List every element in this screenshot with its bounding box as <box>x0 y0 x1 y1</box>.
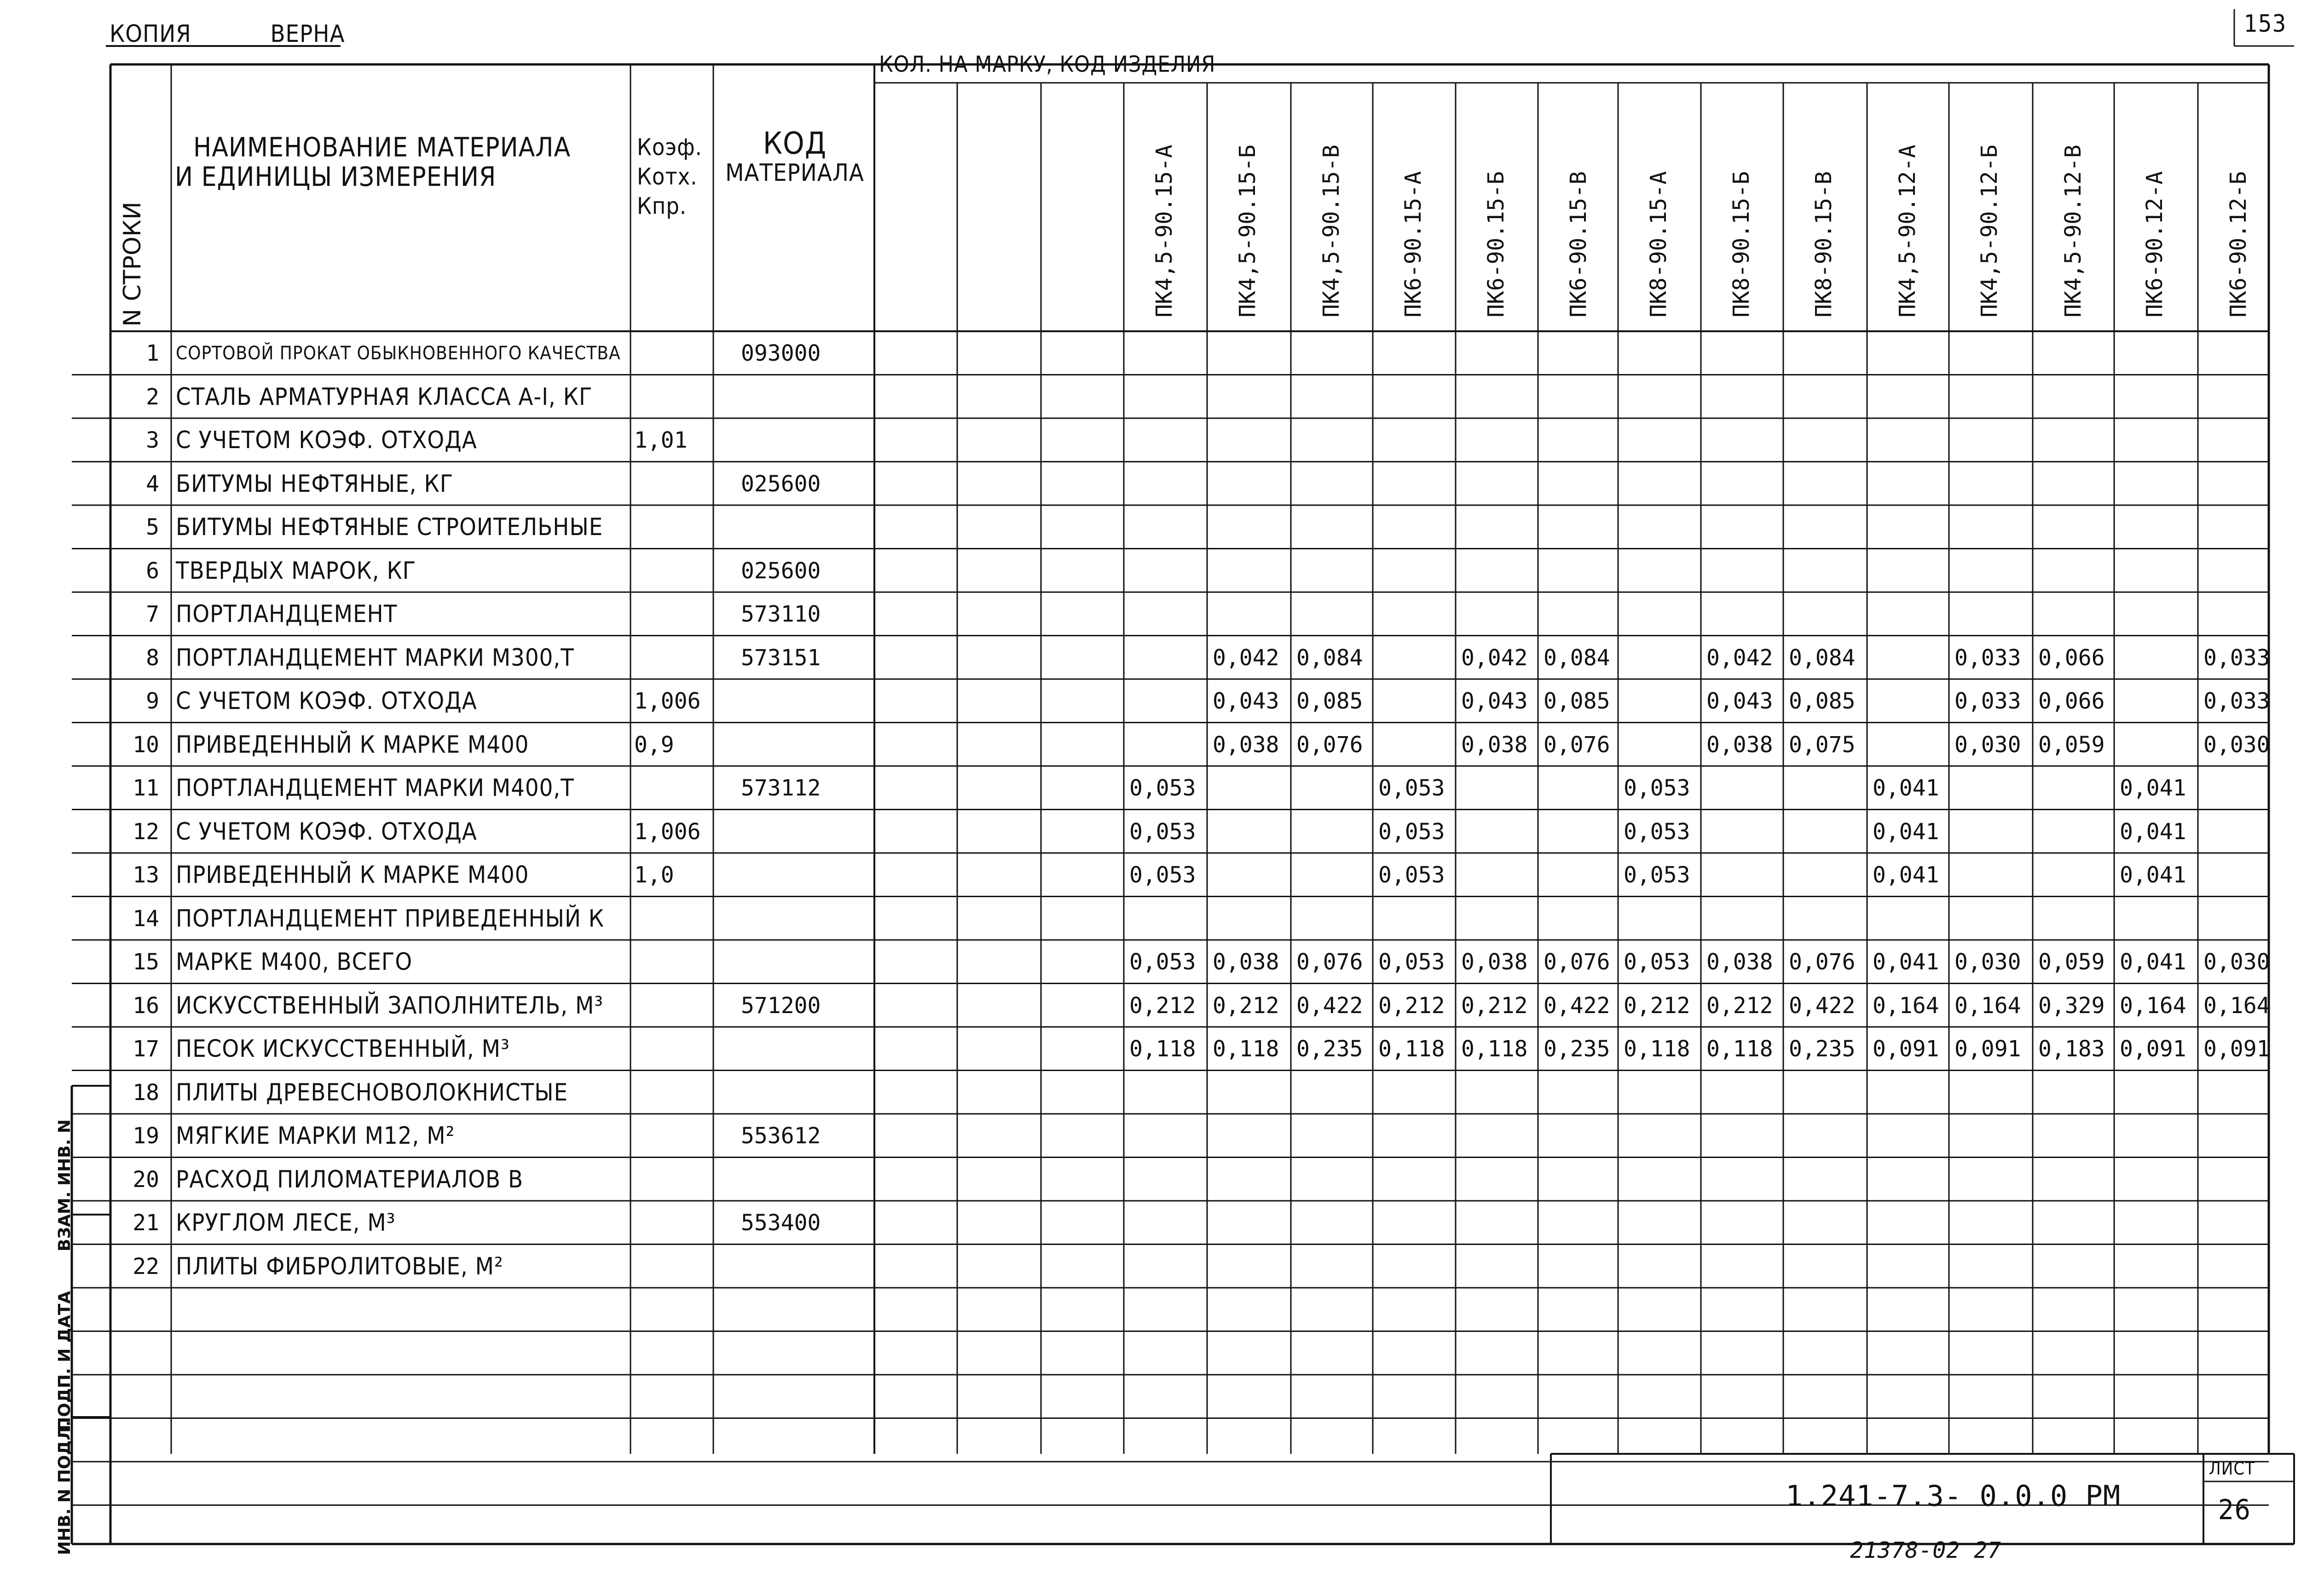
product-header: ПК4,5-90.15-В <box>1318 144 1344 317</box>
row-value: 0,053 <box>1378 818 1445 845</box>
header-row-no: N СТРОКИ <box>119 202 146 327</box>
row-name: ПЛИТЫ ДРЕВЕСНОВОЛОКНИСТЫЕ <box>176 1078 568 1106</box>
row-value: 0,422 <box>1544 992 1610 1019</box>
header-coef-line3: Кпр. <box>637 193 687 219</box>
row-value: 0,076 <box>1544 949 1610 975</box>
product-header: ПК6-90.15-В <box>1566 171 1591 317</box>
row-value: 0,041 <box>2120 775 2186 801</box>
row-value: 0,053 <box>1378 949 1445 975</box>
row-name: ПОРТЛАНДЦЕМЕНТ МАРКИ М300,Т <box>176 644 574 672</box>
row-name: ПРИВЕДЕННЫЙ К МАРКЕ М400 <box>176 861 529 889</box>
row-number: 12 <box>133 818 159 845</box>
row-value: 0,164 <box>1954 992 2021 1019</box>
row-value: 0,118 <box>1624 1036 1690 1062</box>
row-value: 0,084 <box>1544 645 1610 671</box>
row-value: 0,053 <box>1624 949 1690 975</box>
row-value: 0,118 <box>1129 1036 1196 1062</box>
row-value: 0,212 <box>1378 992 1445 1019</box>
row-name: ПЕСОК ИСКУССТВЕННЫЙ, М³ <box>176 1035 510 1063</box>
row-value: 0,038 <box>1461 949 1528 975</box>
row-value: 0,183 <box>2038 1036 2105 1062</box>
header-name <box>175 132 635 192</box>
row-coef: 1,01 <box>634 427 688 453</box>
stamp-doc-code: 1.241-7.3- 0.0.0 РМ <box>1786 1479 2121 1513</box>
row-name: ПОРТЛАНДЦЕМЕНТ МАРКИ М400,Т <box>176 774 574 802</box>
row-value: 0,085 <box>1789 688 1856 714</box>
row-value: 0,091 <box>1873 1036 1939 1062</box>
stamp-sheet-label: ЛИСТ <box>2209 1458 2255 1479</box>
row-name: ПЛИТЫ ФИБРОЛИТОВЫЕ, М² <box>176 1252 503 1280</box>
row-code: 025600 <box>741 471 821 497</box>
side-label-sign: ПОДП. И ДАТА <box>55 1291 74 1431</box>
row-value: 0,118 <box>1378 1036 1445 1062</box>
row-number: 19 <box>133 1123 159 1149</box>
row-number: 14 <box>133 905 159 932</box>
row-value: 0,053 <box>1624 862 1690 888</box>
row-value: 0,118 <box>1706 1036 1773 1062</box>
row-value: 0,053 <box>1624 818 1690 845</box>
row-name: СОРТОВОЙ ПРОКАТ ОБЫКНОВЕННОГО КАЧЕСТВА <box>176 343 621 364</box>
row-value: 0,030 <box>2203 949 2270 975</box>
row-number: 13 <box>133 862 159 888</box>
header-code-line1: КОД <box>763 126 827 161</box>
row-number: 21 <box>133 1210 159 1236</box>
row-value: 0,164 <box>1873 992 1939 1019</box>
row-value: 0,041 <box>2120 949 2186 975</box>
row-name: СТАЛЬ АРМАТУРНАЯ КЛАССА А-I, КГ <box>176 383 593 411</box>
row-code: 553612 <box>741 1123 821 1149</box>
row-value: 0,038 <box>1461 732 1528 758</box>
row-name: ПРИВЕДЕННЫЙ К МАРКЕ М400 <box>176 731 529 759</box>
row-number: 1 <box>146 340 159 366</box>
row-value: 0,053 <box>1129 818 1196 845</box>
row-code: 571200 <box>741 992 821 1019</box>
row-number: 18 <box>133 1079 159 1106</box>
header-code-line2: МАТЕРИАЛА <box>725 159 864 187</box>
side-label-inv: ИНВ. N ПОДЛ. <box>55 1420 74 1555</box>
row-name: РАСХОД ПИЛОМАТЕРИАЛОВ В <box>176 1165 524 1193</box>
row-number: 2 <box>146 384 159 410</box>
row-name: ИСКУССТВЕННЫЙ ЗАПОЛНИТЕЛЬ, М³ <box>176 991 604 1020</box>
product-header: ПК4,5-90.12-Б <box>1977 144 2002 317</box>
row-number: 17 <box>133 1036 159 1062</box>
bottom-note: 21378-02 27 <box>1850 1538 2001 1563</box>
row-value: 0,030 <box>1954 949 2021 975</box>
row-value: 0,041 <box>1873 775 1939 801</box>
row-value: 0,076 <box>1789 949 1856 975</box>
row-value: 0,053 <box>1129 862 1196 888</box>
row-value: 0,212 <box>1213 992 1279 1019</box>
row-code: 573151 <box>741 645 821 671</box>
side-label-replace: ВЗАМ. ИНВ. N <box>55 1119 74 1251</box>
row-name: БИТУМЫ НЕФТЯНЫЕ, КГ <box>176 470 454 498</box>
row-value: 0,084 <box>1296 645 1363 671</box>
product-header: ПК8-90.15-А <box>1646 171 1671 317</box>
row-value: 0,041 <box>1873 818 1939 845</box>
row-value: 0,030 <box>1954 732 2021 758</box>
row-value: 0,042 <box>1213 645 1279 671</box>
row-value: 0,076 <box>1296 732 1363 758</box>
row-value: 0,041 <box>1873 949 1939 975</box>
header-coef-line1: Коэф. <box>637 134 702 161</box>
row-number: 5 <box>146 514 159 540</box>
row-name: С УЧЕТОМ КОЭФ. ОТХОДА <box>176 818 477 846</box>
row-value: 0,422 <box>1296 992 1363 1019</box>
row-value: 0,030 <box>2203 732 2270 758</box>
row-value: 0,235 <box>1789 1036 1856 1062</box>
header-name-line2: И ЕДИНИЦЫ ИЗМЕРЕНИЯ <box>175 161 497 192</box>
product-header: ПК4,5-90.15-Б <box>1235 144 1260 317</box>
row-code: 025600 <box>741 558 821 584</box>
row-value: 0,076 <box>1296 949 1363 975</box>
row-value: 0,059 <box>2038 949 2105 975</box>
row-value: 0,212 <box>1624 992 1690 1019</box>
row-value: 0,091 <box>1954 1036 2021 1062</box>
row-value: 0,212 <box>1461 992 1528 1019</box>
row-value: 0,212 <box>1129 992 1196 1019</box>
row-name: ТВЕРДЫХ МАРОК, КГ <box>176 557 416 585</box>
row-number: 6 <box>146 558 159 584</box>
row-code: 573110 <box>741 601 821 627</box>
row-value: 0,118 <box>1213 1036 1279 1062</box>
row-name: С УЧЕТОМ КОЭФ. ОТХОДА <box>176 687 477 715</box>
row-name: БИТУМЫ НЕФТЯНЫЕ СТРОИТЕЛЬНЫЕ <box>176 513 603 541</box>
row-value: 0,042 <box>1461 645 1528 671</box>
row-name: МАРКЕ М400, ВСЕГО <box>176 948 413 976</box>
row-name: ПОРТЛАНДЦЕМЕНТ <box>176 600 398 628</box>
header-code <box>719 126 871 188</box>
row-value: 0,164 <box>2120 992 2186 1019</box>
product-header: ПК8-90.15-В <box>1811 171 1837 317</box>
row-number: 4 <box>146 471 159 497</box>
row-value: 0,053 <box>1129 775 1196 801</box>
product-header: ПК8-90.15-Б <box>1729 171 1754 317</box>
row-value: 0,084 <box>1789 645 1856 671</box>
row-value: 0,066 <box>2038 688 2105 714</box>
row-number: 10 <box>133 732 159 758</box>
product-header: ПК6-90.12-Б <box>2226 171 2251 317</box>
row-value: 0,164 <box>2203 992 2270 1019</box>
row-coef: 0,9 <box>634 732 674 758</box>
row-coef: 1,0 <box>634 862 674 888</box>
row-number: 20 <box>133 1166 159 1193</box>
row-value: 0,038 <box>1706 732 1773 758</box>
row-value: 0,033 <box>2203 688 2270 714</box>
row-value: 0,033 <box>1954 688 2021 714</box>
row-name: МЯГКИЕ МАРКИ М12, М² <box>176 1122 455 1150</box>
row-name: С УЧЕТОМ КОЭФ. ОТХОДА <box>176 426 477 454</box>
row-value: 0,042 <box>1706 645 1773 671</box>
row-value: 0,076 <box>1544 732 1610 758</box>
copy-note-left: КОПИЯ <box>110 20 191 48</box>
row-value: 0,066 <box>2038 645 2105 671</box>
row-value: 0,041 <box>1873 862 1939 888</box>
product-header: ПК4,5-90.12-В <box>2060 144 2086 317</box>
row-value: 0,053 <box>1378 775 1445 801</box>
header-coef-line2: Котх. <box>637 163 698 190</box>
row-number: 8 <box>146 645 159 671</box>
row-value: 0,085 <box>1296 688 1363 714</box>
row-value: 0,118 <box>1461 1036 1528 1062</box>
row-name: КРУГЛОМ ЛЕСЕ, М³ <box>176 1209 396 1237</box>
row-value: 0,033 <box>1954 645 2021 671</box>
row-number: 22 <box>133 1253 159 1279</box>
row-value: 0,091 <box>2203 1036 2270 1062</box>
copy-note <box>110 19 345 49</box>
row-coef: 1,006 <box>634 818 701 845</box>
row-number: 3 <box>146 427 159 453</box>
row-value: 0,033 <box>2203 645 2270 671</box>
header-group: КОЛ. НА МАРКУ, КОД ИЗДЕЛИЯ <box>879 52 1216 77</box>
row-value: 0,329 <box>2038 992 2105 1019</box>
row-number: 7 <box>146 601 159 627</box>
row-code: 573112 <box>741 775 821 801</box>
row-value: 0,038 <box>1706 949 1773 975</box>
row-value: 0,091 <box>2120 1036 2186 1062</box>
row-code: 553400 <box>741 1210 821 1236</box>
product-header: ПК4,5-90.15-А <box>1151 144 1177 317</box>
row-value: 0,043 <box>1213 688 1279 714</box>
copy-note-right: ВЕРНА <box>270 20 345 48</box>
page-corner-number: 153 <box>2244 10 2287 38</box>
row-code: 093000 <box>741 340 821 366</box>
header-name-line1: НАИМЕНОВАНИЕ МАТЕРИАЛА <box>193 132 571 163</box>
row-value: 0,041 <box>2120 862 2186 888</box>
product-header: ПК6-90.12-А <box>2142 171 2168 317</box>
product-header: ПК6-90.15-А <box>1400 171 1426 317</box>
header-coef <box>637 133 702 221</box>
row-value: 0,235 <box>1296 1036 1363 1062</box>
row-value: 0,212 <box>1706 992 1773 1019</box>
row-value: 0,038 <box>1213 949 1279 975</box>
stamp-sheet-number: 26 <box>2218 1494 2251 1526</box>
row-value: 0,075 <box>1789 732 1856 758</box>
row-value: 0,422 <box>1789 992 1856 1019</box>
row-number: 11 <box>133 775 159 801</box>
row-number: 9 <box>146 688 159 714</box>
row-coef: 1,006 <box>634 688 701 714</box>
product-header: ПК4,5-90.12-А <box>1895 144 1920 317</box>
row-value: 0,053 <box>1624 775 1690 801</box>
row-value: 0,043 <box>1706 688 1773 714</box>
row-value: 0,235 <box>1544 1036 1610 1062</box>
row-value: 0,059 <box>2038 732 2105 758</box>
row-value: 0,038 <box>1213 732 1279 758</box>
row-value: 0,053 <box>1129 949 1196 975</box>
row-value: 0,041 <box>2120 818 2186 845</box>
row-value: 0,085 <box>1544 688 1610 714</box>
row-number: 16 <box>133 992 159 1019</box>
row-number: 15 <box>133 949 159 975</box>
row-value: 0,043 <box>1461 688 1528 714</box>
row-value: 0,053 <box>1378 862 1445 888</box>
product-header: ПК6-90.15-Б <box>1483 171 1509 317</box>
row-name: ПОРТЛАНДЦЕМЕНТ ПРИВЕДЕННЫЙ К <box>176 905 605 933</box>
